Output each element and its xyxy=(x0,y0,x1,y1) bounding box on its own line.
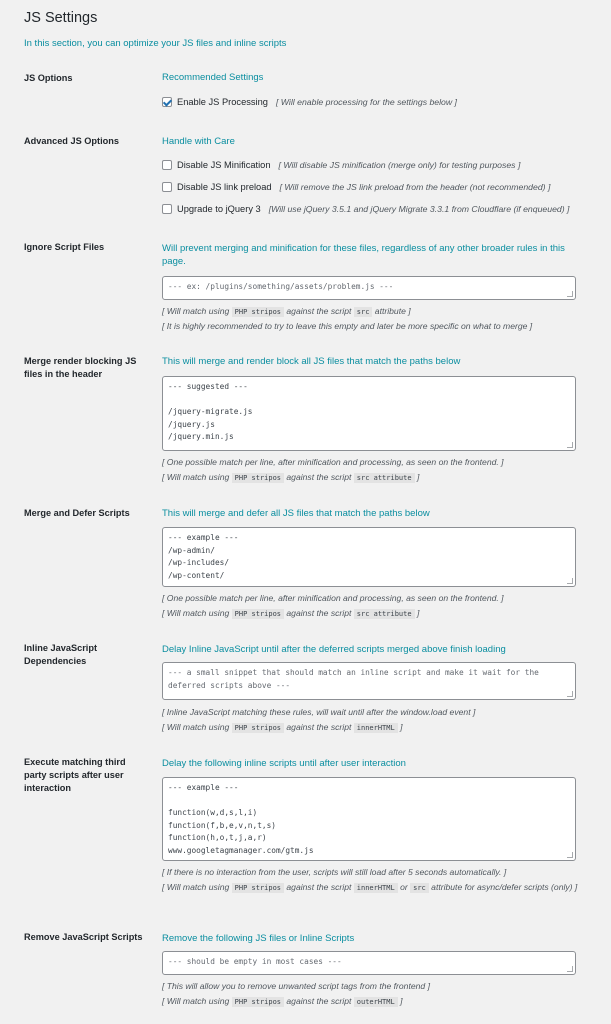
code-php-stripos: PHP stripos xyxy=(232,883,284,893)
inline-js-dependencies-heading: Delay Inline JavaScript until after the deferred scripts merged above finish loading xyxy=(162,644,506,655)
remove-hint-unwanted: [ This will allow you to remove unwanted script tags from the frontend ] xyxy=(162,981,430,991)
advanced-js-options-label: Advanced JS Options xyxy=(24,136,119,146)
advanced-js-options-heading: Handle with Care xyxy=(162,136,235,147)
merge-defer-heading: This will merge and defer all JS files that match the paths below xyxy=(162,508,430,519)
code-php-stripos: PHP stripos xyxy=(232,307,284,317)
code-src-attribute: src attribute xyxy=(354,609,415,619)
upgrade-jquery-row[interactable] xyxy=(162,202,569,216)
disable-js-link-preload-row[interactable] xyxy=(162,180,550,194)
ignore-hint-match: [ Will match using PHP stripos against the script src attribute ] xyxy=(162,306,411,316)
ignore-script-files-label: Ignore Script Files xyxy=(24,242,105,252)
disable-js-minification-label[interactable]: Disable JS Minification xyxy=(177,160,271,170)
merge-render-blocking-heading: This will merge and render block all JS files that match the paths below xyxy=(162,356,461,367)
enable-js-processing-row[interactable] xyxy=(162,95,457,109)
remove-hint-match: [ Will match using PHP stripos against the script outerHTML ] xyxy=(162,996,403,1006)
inline-js-dependencies-textarea[interactable]: --- a small snippet that should match an inline script and make it wait for the deferred scripts above --- xyxy=(162,662,576,700)
merge-defer-label: Merge and Defer Scripts xyxy=(24,508,130,518)
merge-defer-hint-match: [ Will match using PHP stripos against the script src attribute ] xyxy=(162,608,420,618)
remove-js-scripts-label: Remove JavaScript Scripts xyxy=(24,932,143,942)
code-php-stripos: PHP stripos xyxy=(232,473,284,483)
inline-js-dependencies-label: Inline JavaScript Dependencies xyxy=(24,643,98,666)
code-innerhtml: innerHTML xyxy=(354,723,398,733)
merge-render-blocking-textarea[interactable]: --- suggested --- /jquery-migrate.js /jquery.js /jquery.min.js xyxy=(162,376,576,451)
code-src-attribute: src attribute xyxy=(354,473,415,483)
enable-js-processing-label[interactable]: Enable JS Processing xyxy=(177,97,268,107)
enable-js-processing-checkbox[interactable] xyxy=(162,97,172,107)
disable-js-link-preload-note: [ Will remove the JS link preload from the header (not recommended) ] xyxy=(279,182,551,192)
inline-deps-hint-match: [ Will match using PHP stripos against the script innerHTML ] xyxy=(162,722,403,732)
ignore-hint-recommend: [ It is highly recommended to try to leave this empty and later be more specific on what to merge ] xyxy=(162,321,533,331)
code-src: src xyxy=(354,307,373,317)
upgrade-jquery-note: [Will use jQuery 3.5.1 and jQuery Migrate 3.3.1 from Cloudflare (if enqueued) ] xyxy=(268,204,570,214)
disable-js-minification-checkbox[interactable] xyxy=(162,160,172,170)
code-php-stripos: PHP stripos xyxy=(232,609,284,619)
merge-render-blocking-label: Merge render blocking JS files in the header xyxy=(24,356,137,379)
code-src: src xyxy=(410,883,429,893)
intro-text: In this section, you can optimize your JS files and inline scripts xyxy=(24,38,287,49)
disable-js-link-preload-checkbox[interactable] xyxy=(162,182,172,192)
inline-deps-hint-window-load: [ Inline JavaScript matching these rules, will wait until after the window.load event ] xyxy=(162,707,476,717)
js-options-label: JS Options xyxy=(24,73,73,83)
merge-header-hint-match: [ Will match using PHP stripos against the script src attribute ] xyxy=(162,472,420,482)
enable-js-processing-note: [ Will enable processing for the settings below ] xyxy=(275,97,457,107)
remove-js-scripts-textarea[interactable]: --- should be empty in most cases --- xyxy=(162,951,576,975)
code-php-stripos: PHP stripos xyxy=(232,997,284,1007)
third-party-hint-match: [ Will match using PHP stripos against the script innerHTML or src attribute for async/defer scripts (only) ] xyxy=(162,882,578,892)
code-outerhtml: outerHTML xyxy=(354,997,398,1007)
page-title: JS Settings xyxy=(24,10,98,26)
third-party-scripts-textarea[interactable]: --- example --- function(w,d,s,l,i) function(f,b,e,v,n,t,s) function(h,o,t,j,a,r) www.googletagmanager.com/gtm.js xyxy=(162,777,576,861)
code-php-stripos: PHP stripos xyxy=(232,723,284,733)
disable-js-minification-row[interactable] xyxy=(162,158,520,172)
merge-defer-hint-per-line: [ One possible match per line, after minification and processing, as seen on the frontend. ] xyxy=(162,593,504,603)
code-innerhtml: innerHTML xyxy=(354,883,398,893)
third-party-scripts-label: Execute matching third party scripts after user interaction xyxy=(24,757,126,793)
disable-js-minification-note: [ Will disable JS minification (merge only) for testing purposes ] xyxy=(278,160,521,170)
third-party-hint-5-seconds: [ If there is no interaction from the user, scripts will still load after 5 seconds automatically. ] xyxy=(162,867,507,877)
ignore-script-files-textarea[interactable]: --- ex: /plugins/something/assets/problem.js --- xyxy=(162,276,576,300)
disable-js-link-preload-label[interactable]: Disable JS link preload xyxy=(177,182,272,192)
upgrade-jquery-label[interactable]: Upgrade to jQuery 3 xyxy=(177,204,261,214)
upgrade-jquery-checkbox[interactable] xyxy=(162,204,172,214)
merge-header-hint-per-line: [ One possible match per line, after minification and processing, as seen on the frontend. ] xyxy=(162,457,504,467)
ignore-script-files-heading: Will prevent merging and minification for these files, regardless of any other broader rules in this page. xyxy=(162,243,565,267)
third-party-scripts-heading: Delay the following inline scripts until after user interaction xyxy=(162,758,406,769)
merge-defer-textarea[interactable]: --- example --- /wp-admin/ /wp-includes/ /wp-content/ xyxy=(162,527,576,587)
js-options-heading: Recommended Settings xyxy=(162,72,264,83)
remove-js-scripts-heading: Remove the following JS files or Inline Scripts xyxy=(162,933,355,944)
